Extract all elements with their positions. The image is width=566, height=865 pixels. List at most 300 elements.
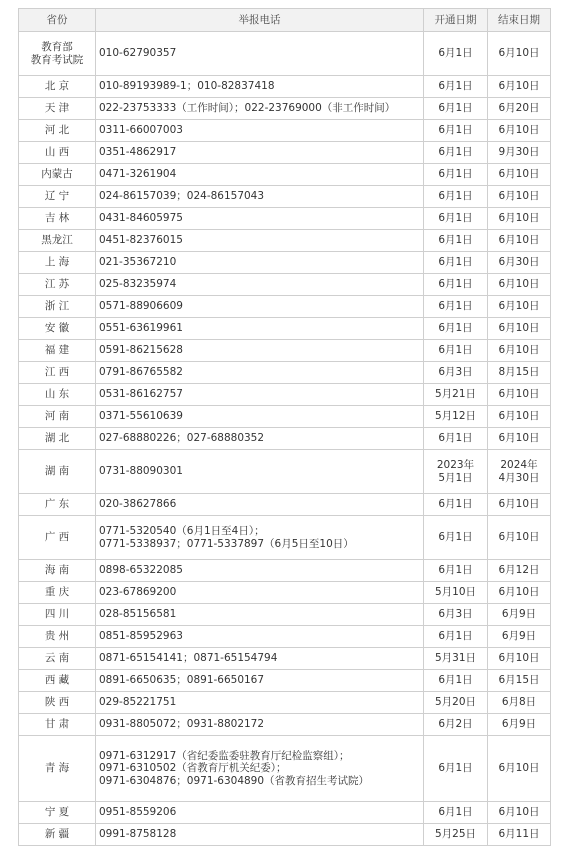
province-cell-line: 湖 南: [44, 465, 70, 478]
end-date-cell: [488, 494, 551, 516]
phone-cell-line: 0791-86765582: [99, 366, 183, 379]
start-date-cell: [424, 428, 488, 450]
province-cell: [19, 318, 96, 340]
start-date-cell-line: 5月31日: [434, 652, 477, 665]
end-date-cell: [488, 318, 551, 340]
table-row: [19, 802, 551, 824]
end-date-cell: [488, 98, 551, 120]
phone-cell: [96, 252, 424, 274]
phone-cell: [96, 296, 424, 318]
start-date-cell-line: 6月3日: [438, 608, 473, 621]
province-cell-line: 山 东: [44, 388, 70, 401]
end-date-cell-line: 2024年: [500, 458, 538, 471]
start-date-cell-line: 6月1日: [438, 168, 473, 181]
phone-cell-line: 0771-5338937；0771-5337897（6月5日至10日）: [99, 537, 354, 550]
province-cell: [19, 384, 96, 406]
province-cell: [19, 362, 96, 384]
table-row: [19, 428, 551, 450]
province-cell: [19, 406, 96, 428]
province-cell-line: 浙 江: [44, 300, 70, 313]
end-date-cell: [488, 340, 551, 362]
province-cell: [19, 516, 96, 560]
start-date-cell-line: 6月1日: [438, 300, 473, 313]
end-date-cell-line: 6月10日: [498, 762, 540, 775]
end-date-cell: [488, 230, 551, 252]
end-date-cell-line: 6月12日: [498, 564, 540, 577]
start-date-cell: [424, 340, 488, 362]
end-date-cell: [488, 692, 551, 714]
start-date-cell-line: 6月1日: [438, 344, 473, 357]
end-date-cell: [488, 670, 551, 692]
province-cell-line: 北 京: [44, 80, 70, 93]
province-cell-line: 教育部: [41, 40, 73, 53]
phone-cell: [96, 560, 424, 582]
province-cell-line: 广 东: [44, 498, 70, 511]
phone-cell-line: 0971-6304876；0971-6304890（省教育招生考试院）: [99, 774, 370, 787]
start-date-cell-line: 2023年: [436, 458, 475, 471]
table-row: [19, 164, 551, 186]
phone-cell: [96, 142, 424, 164]
province-cell: [19, 692, 96, 714]
start-date-cell: [424, 450, 488, 494]
table-row: [19, 274, 551, 296]
end-date-cell-line: 6月15日: [498, 674, 540, 687]
end-date-cell: [488, 186, 551, 208]
table-body: [19, 32, 551, 846]
start-date-cell: [424, 142, 488, 164]
table-row: [19, 120, 551, 142]
start-date-cell-line: 6月1日: [438, 256, 473, 269]
end-date-cell-line: 6月10日: [498, 410, 540, 423]
phone-cell: [96, 98, 424, 120]
phone-cell-line: 027-68880226；027-68880352: [99, 432, 265, 445]
phone-cell: [96, 32, 424, 76]
table-row: [19, 626, 551, 648]
end-date-cell-line: 6月9日: [501, 608, 537, 621]
table-row: [19, 384, 551, 406]
phone-cell-line: 020-38627866: [99, 498, 177, 511]
start-date-cell-line: 5月1日: [438, 471, 473, 484]
start-date-cell-line: 6月1日: [438, 498, 473, 511]
province-cell: [19, 142, 96, 164]
end-date-cell: [488, 450, 551, 494]
province-cell-line: 湖 北: [44, 432, 70, 445]
phone-cell-line: 0898-65322085: [99, 564, 183, 577]
phone-cell: [96, 164, 424, 186]
province-cell: [19, 252, 96, 274]
province-cell-line: 青 海: [44, 762, 70, 775]
phone-cell-line: 024-86157039；024-86157043: [99, 190, 265, 203]
table-row: [19, 736, 551, 802]
province-cell-line: 江 西: [44, 366, 70, 379]
province-cell-line: 辽 宁: [44, 190, 70, 203]
province-cell: [19, 736, 96, 802]
phone-cell: [96, 626, 424, 648]
phone-cell-line: 028-85156581: [99, 608, 177, 621]
phone-cell-line: 0851-85952963: [99, 630, 183, 643]
table-row: [19, 32, 551, 76]
start-date-cell: [424, 824, 488, 846]
start-date-cell: [424, 76, 488, 98]
header-phone: 举报电话: [96, 9, 424, 32]
end-date-cell: [488, 384, 551, 406]
phone-cell-line: 0431-84605975: [99, 212, 183, 225]
end-date-cell-line: 6月10日: [498, 168, 540, 181]
start-date-cell: [424, 252, 488, 274]
table-row: [19, 208, 551, 230]
phone-cell: [96, 802, 424, 824]
phone-cell: [96, 186, 424, 208]
end-date-cell-line: 6月10日: [498, 80, 540, 93]
phone-cell: [96, 692, 424, 714]
start-date-cell-line: 5月21日: [434, 388, 477, 401]
start-date-cell: [424, 230, 488, 252]
phone-cell: [96, 824, 424, 846]
phone-cell: [96, 450, 424, 494]
province-cell-line: 天 津: [44, 102, 70, 115]
province-cell: [19, 824, 96, 846]
province-cell-line: 陕 西: [44, 696, 70, 709]
start-date-cell: [424, 384, 488, 406]
table-row: [19, 582, 551, 604]
start-date-cell-line: 5月25日: [434, 828, 477, 841]
start-date-cell: [424, 318, 488, 340]
end-date-cell: [488, 714, 551, 736]
province-cell: [19, 714, 96, 736]
end-date-cell-line: 6月10日: [498, 124, 540, 137]
table-header-row: [19, 9, 551, 32]
table-row: [19, 362, 551, 384]
end-date-cell-line: 6月10日: [498, 212, 540, 225]
phone-cell-line: 025-83235974: [99, 278, 177, 291]
phone-cell: [96, 670, 424, 692]
end-date-cell: [488, 560, 551, 582]
phone-cell-line: 022-23753333（工作时间）；022-23769000（非工作时间）: [99, 102, 396, 115]
end-date-cell: [488, 406, 551, 428]
phone-cell-line: 010-89193989-1；010-82837418: [99, 80, 275, 93]
phone-cell: [96, 318, 424, 340]
start-date-cell-line: 6月1日: [438, 762, 473, 775]
end-date-cell: [488, 164, 551, 186]
province-cell: [19, 208, 96, 230]
start-date-cell: [424, 274, 488, 296]
province-cell: [19, 626, 96, 648]
province-cell: [19, 560, 96, 582]
phone-cell: [96, 736, 424, 802]
start-date-cell-line: 6月1日: [438, 674, 473, 687]
start-date-cell: [424, 208, 488, 230]
end-date-cell: [488, 736, 551, 802]
table-row: [19, 516, 551, 560]
province-cell-line: 河 北: [44, 124, 70, 137]
table-row: [19, 714, 551, 736]
table-row: [19, 318, 551, 340]
end-date-cell: [488, 296, 551, 318]
province-cell-line: 甘 肃: [44, 718, 70, 731]
province-cell: [19, 274, 96, 296]
hotline-table: [18, 8, 551, 846]
table-row: [19, 142, 551, 164]
end-date-cell: [488, 208, 551, 230]
phone-cell-line: 0971-6312917（省纪委监委驻教育厅纪检监察组）；: [99, 749, 350, 762]
start-date-cell-line: 6月2日: [438, 718, 473, 731]
province-cell: [19, 670, 96, 692]
table-row: [19, 648, 551, 670]
start-date-cell-line: 6月1日: [438, 531, 473, 544]
start-date-cell-line: 6月1日: [438, 630, 473, 643]
start-date-cell-line: 5月10日: [434, 586, 477, 599]
start-date-cell-line: 6月1日: [438, 190, 473, 203]
phone-cell-line: 0591-86215628: [99, 344, 183, 357]
start-date-cell: [424, 560, 488, 582]
start-date-cell-line: 6月1日: [438, 806, 473, 819]
end-date-cell-line: 6月10日: [498, 278, 540, 291]
end-date-cell: [488, 76, 551, 98]
province-cell: [19, 450, 96, 494]
province-cell: [19, 230, 96, 252]
province-cell-line: 上 海: [44, 256, 70, 269]
province-cell-line: 教育考试院: [30, 53, 84, 66]
start-date-cell: [424, 582, 488, 604]
end-date-cell: [488, 32, 551, 76]
end-date-cell-line: 6月20日: [498, 102, 540, 115]
table-row: [19, 494, 551, 516]
end-date-cell: [488, 428, 551, 450]
end-date-cell-line: 6月10日: [498, 806, 540, 819]
end-date-cell-line: 6月10日: [498, 344, 540, 357]
phone-cell-line: 0931-8805072；0931-8802172: [99, 718, 265, 731]
phone-cell-line: 0531-86162757: [99, 388, 183, 401]
start-date-cell-line: 6月1日: [438, 322, 473, 335]
province-cell-line: 黑龙江: [41, 234, 73, 247]
phone-cell-line: 010-62790357: [99, 47, 177, 60]
phone-cell-line: 021-35367210: [99, 256, 177, 269]
end-date-cell: [488, 626, 551, 648]
province-cell-line: 内蒙古: [41, 168, 73, 181]
table-row: [19, 296, 551, 318]
province-cell: [19, 98, 96, 120]
start-date-cell-line: 6月1日: [438, 47, 473, 60]
end-date-cell-line: 6月30日: [498, 256, 540, 269]
header-province: 省份: [19, 9, 96, 32]
start-date-cell: [424, 516, 488, 560]
phone-cell-line: 029-85221751: [99, 696, 177, 709]
start-date-cell-line: 5月20日: [434, 696, 477, 709]
end-date-cell-line: 6月10日: [498, 432, 540, 445]
phone-cell: [96, 516, 424, 560]
phone-cell-line: 0471-3261904: [99, 168, 177, 181]
province-cell: [19, 494, 96, 516]
start-date-cell: [424, 648, 488, 670]
end-date-cell: [488, 142, 551, 164]
end-date-cell: [488, 252, 551, 274]
phone-cell: [96, 714, 424, 736]
start-date-cell: [424, 736, 488, 802]
province-cell-line: 西 藏: [44, 674, 70, 687]
end-date-cell-line: 6月10日: [498, 234, 540, 247]
phone-cell-line: 023-67869200: [99, 586, 177, 599]
table-row: [19, 230, 551, 252]
phone-cell: [96, 648, 424, 670]
province-cell: [19, 604, 96, 626]
province-cell-line: 云 南: [44, 652, 70, 665]
province-cell: [19, 296, 96, 318]
province-cell: [19, 428, 96, 450]
end-date-cell: [488, 648, 551, 670]
phone-cell: [96, 76, 424, 98]
province-cell: [19, 802, 96, 824]
province-cell: [19, 186, 96, 208]
start-date-cell: [424, 296, 488, 318]
phone-cell: [96, 494, 424, 516]
end-date-cell-line: 6月10日: [498, 498, 540, 511]
phone-cell-line: 0871-65154141；0871-65154794: [99, 652, 278, 665]
end-date-cell-line: 6月10日: [498, 47, 540, 60]
table-row: [19, 252, 551, 274]
province-cell: [19, 120, 96, 142]
province-cell-line: 安 徽: [44, 322, 70, 335]
start-date-cell: [424, 626, 488, 648]
phone-cell: [96, 604, 424, 626]
province-cell-line: 四 川: [44, 608, 70, 621]
province-cell: [19, 582, 96, 604]
start-date-cell: [424, 406, 488, 428]
end-date-cell-line: 6月9日: [501, 718, 537, 731]
phone-cell-line: 0891-6650635；0891-6650167: [99, 674, 265, 687]
phone-cell-line: 0731-88090301: [99, 465, 183, 478]
end-date-cell-line: 6月10日: [498, 300, 540, 313]
end-date-cell: [488, 362, 551, 384]
phone-cell-line: 0951-8559206: [99, 806, 177, 819]
province-cell: [19, 76, 96, 98]
phone-cell: [96, 120, 424, 142]
province-cell-line: 福 建: [44, 344, 70, 357]
end-date-cell-line: 6月10日: [498, 652, 540, 665]
end-date-cell-line: 6月10日: [498, 388, 540, 401]
table-row: [19, 340, 551, 362]
start-date-cell: [424, 186, 488, 208]
end-date-cell-line: 4月30日: [498, 471, 540, 484]
start-date-cell-line: 6月1日: [438, 124, 473, 137]
table-row: [19, 98, 551, 120]
header-start-date: 开通日期: [424, 9, 488, 32]
start-date-cell-line: 6月1日: [438, 146, 473, 159]
start-date-cell-line: 6月1日: [438, 564, 473, 577]
phone-cell-line: 0451-82376015: [99, 234, 183, 247]
phone-cell: [96, 362, 424, 384]
table-row: [19, 560, 551, 582]
province-cell-line: 吉 林: [44, 212, 70, 225]
phone-cell: [96, 208, 424, 230]
table-row: [19, 824, 551, 846]
end-date-cell-line: 6月9日: [501, 630, 537, 643]
table-row: [19, 186, 551, 208]
province-cell-line: 宁 夏: [44, 806, 70, 819]
province-cell-line: 山 西: [44, 146, 70, 159]
end-date-cell-line: 8月15日: [498, 366, 540, 379]
province-cell: [19, 648, 96, 670]
start-date-cell: [424, 604, 488, 626]
end-date-cell: [488, 582, 551, 604]
province-cell-line: 重 庆: [44, 586, 70, 599]
start-date-cell-line: 6月1日: [438, 234, 473, 247]
start-date-cell-line: 6月1日: [438, 212, 473, 225]
phone-cell: [96, 230, 424, 252]
start-date-cell: [424, 120, 488, 142]
phone-cell: [96, 340, 424, 362]
phone-cell: [96, 384, 424, 406]
phone-cell-line: 0971-6310502（省教育厅机关纪委）；: [99, 762, 287, 775]
end-date-cell: [488, 604, 551, 626]
table-row: [19, 76, 551, 98]
start-date-cell: [424, 32, 488, 76]
start-date-cell: [424, 494, 488, 516]
start-date-cell: [424, 164, 488, 186]
phone-cell: [96, 274, 424, 296]
province-cell: [19, 340, 96, 362]
start-date-cell: [424, 362, 488, 384]
phone-cell: [96, 406, 424, 428]
end-date-cell: [488, 120, 551, 142]
end-date-cell-line: 9月30日: [498, 146, 540, 159]
start-date-cell-line: 6月1日: [438, 80, 473, 93]
start-date-cell-line: 6月1日: [438, 102, 473, 115]
phone-cell-line: 0771-5320540（6月1日至4日）；: [99, 524, 265, 537]
header-end-date: 结束日期: [488, 9, 551, 32]
province-cell-line: 贵 州: [44, 630, 70, 643]
phone-cell-line: 0571-88906609: [99, 300, 183, 313]
start-date-cell: [424, 692, 488, 714]
end-date-cell: [488, 824, 551, 846]
table-row: [19, 450, 551, 494]
phone-cell-line: 0371-55610639: [99, 410, 183, 423]
province-cell-line: 江 苏: [44, 278, 70, 291]
end-date-cell-line: 6月10日: [498, 586, 540, 599]
start-date-cell: [424, 802, 488, 824]
end-date-cell: [488, 274, 551, 296]
start-date-cell-line: 5月12日: [434, 410, 477, 423]
table-row: [19, 670, 551, 692]
end-date-cell: [488, 802, 551, 824]
start-date-cell: [424, 98, 488, 120]
province-cell-line: 广 西: [44, 531, 70, 544]
end-date-cell-line: 6月10日: [498, 190, 540, 203]
table-row: [19, 604, 551, 626]
province-cell-line: 新 疆: [44, 828, 70, 841]
table-row: [19, 406, 551, 428]
phone-cell-line: 0351-4862917: [99, 146, 177, 159]
end-date-cell: [488, 516, 551, 560]
phone-cell: [96, 582, 424, 604]
province-cell-line: 河 南: [44, 410, 70, 423]
end-date-cell-line: 6月10日: [498, 531, 540, 544]
end-date-cell-line: 6月11日: [498, 828, 540, 841]
start-date-cell-line: 6月3日: [438, 366, 473, 379]
province-cell: [19, 164, 96, 186]
phone-cell: [96, 428, 424, 450]
phone-cell-line: 0991-8758128: [99, 828, 177, 841]
end-date-cell-line: 6月8日: [501, 696, 537, 709]
phone-cell-line: 0551-63619961: [99, 322, 183, 335]
start-date-cell-line: 6月1日: [438, 432, 473, 445]
start-date-cell-line: 6月1日: [438, 278, 473, 291]
province-cell: [19, 32, 96, 76]
phone-cell-line: 0311-66007003: [99, 124, 183, 137]
start-date-cell: [424, 714, 488, 736]
table-row: [19, 692, 551, 714]
province-cell-line: 海 南: [44, 564, 70, 577]
end-date-cell-line: 6月10日: [498, 322, 540, 335]
